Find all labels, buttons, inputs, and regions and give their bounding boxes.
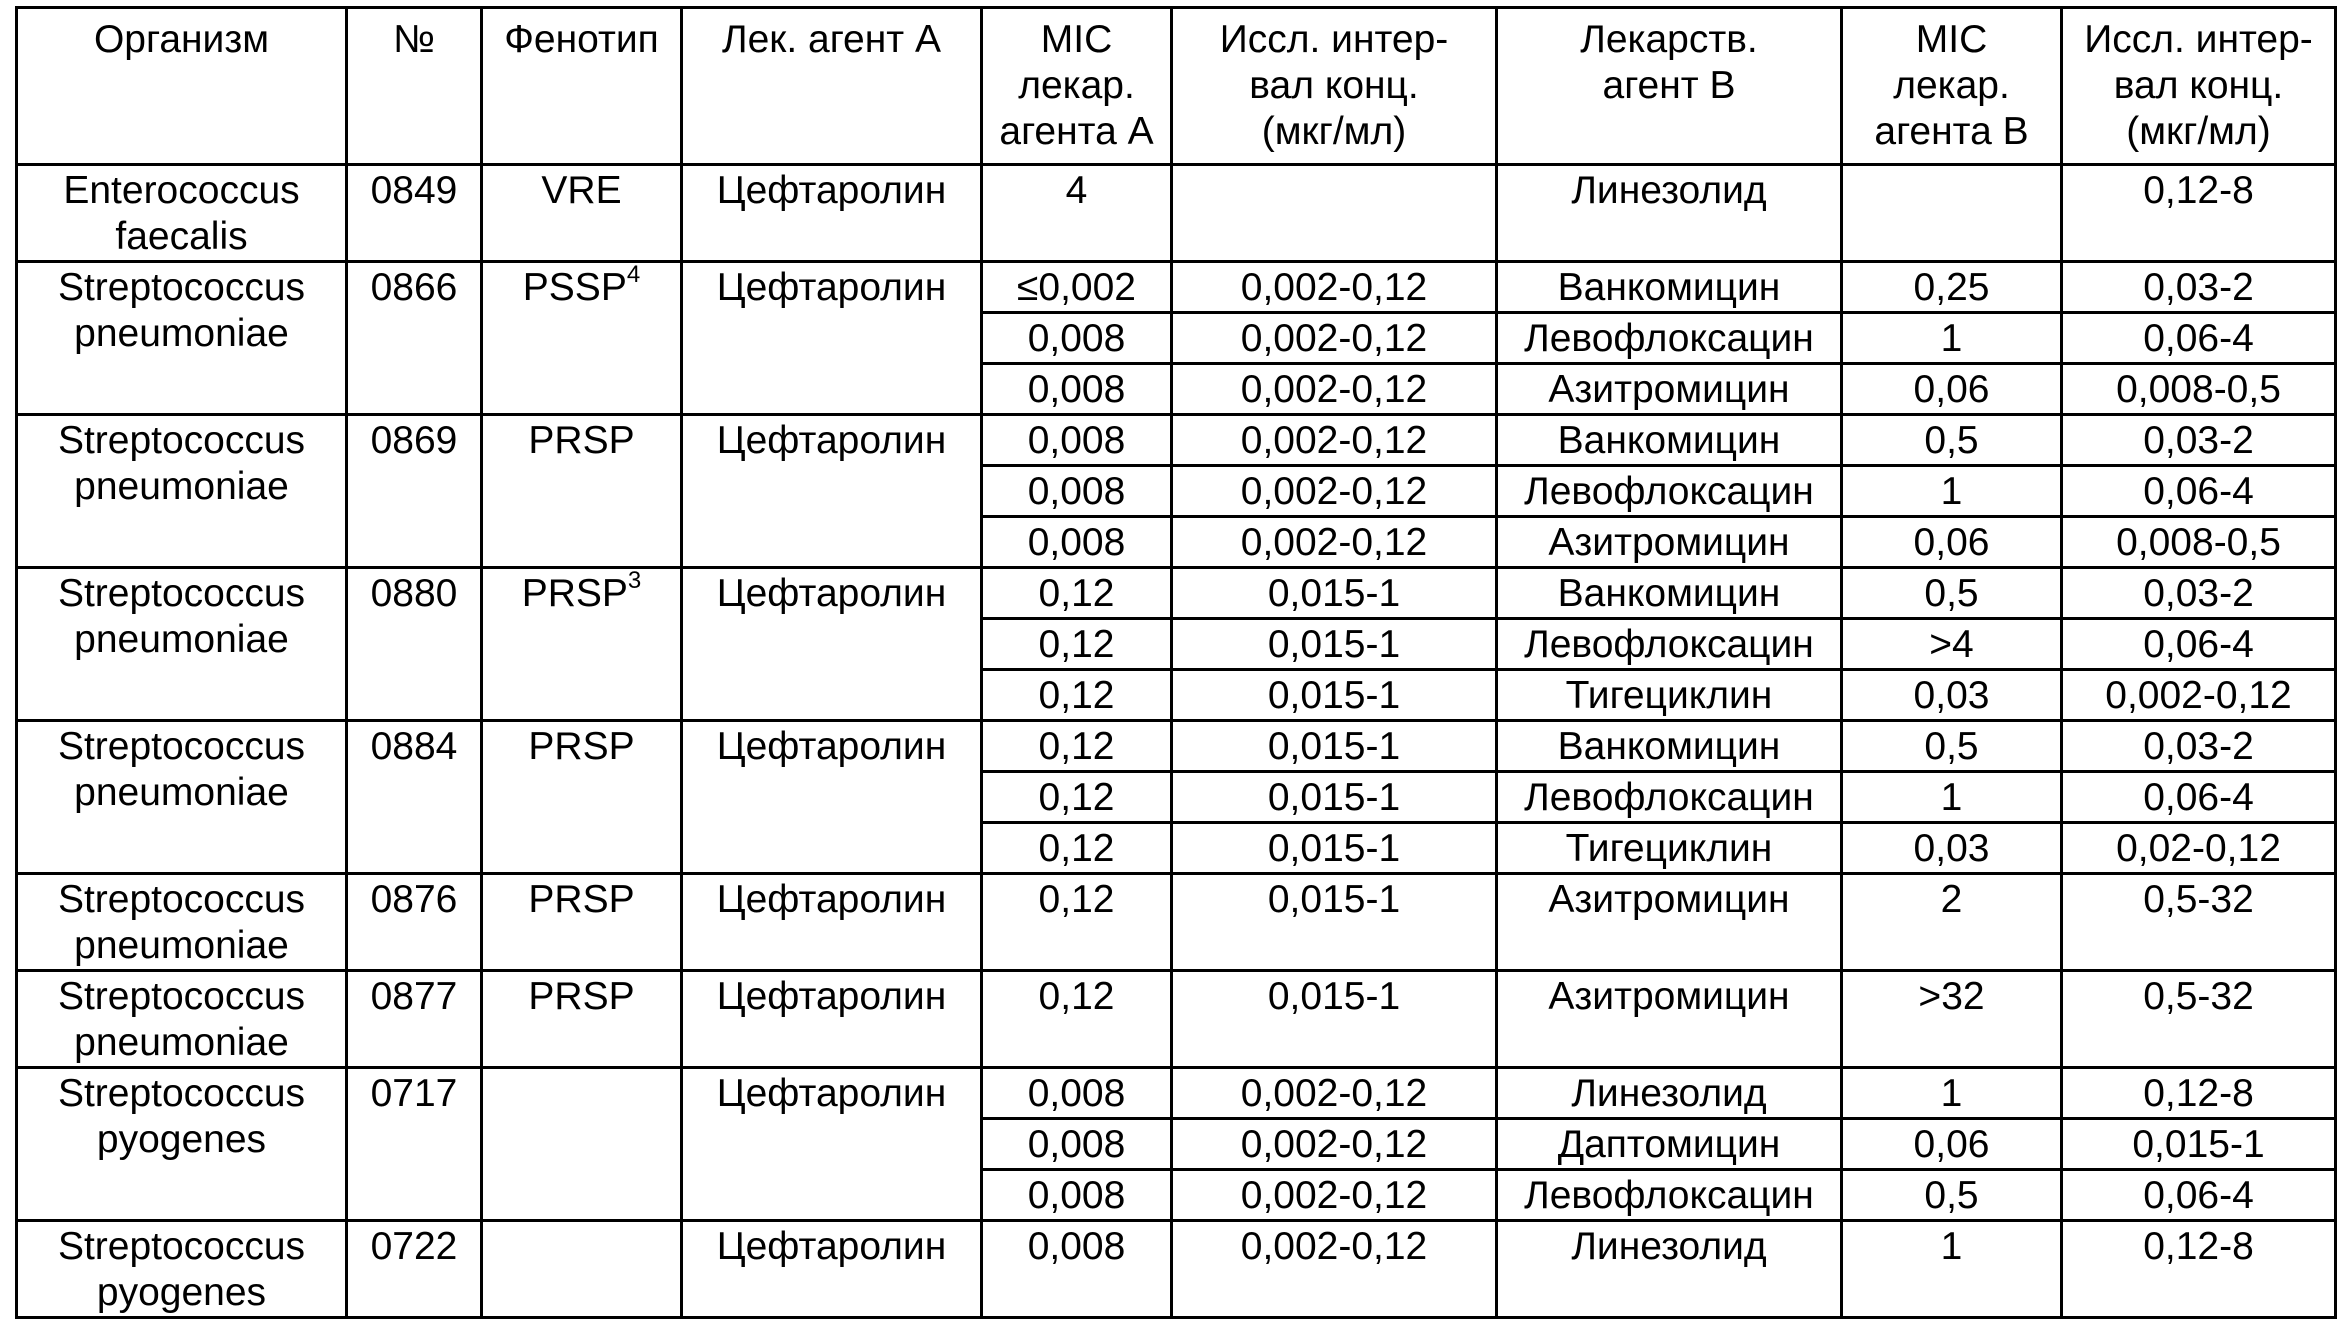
organism-line: pneumoniae [74, 1021, 289, 1064]
mic-a-cell: 0,008 [982, 1068, 1172, 1119]
agent-a-cell: Цефтаролин [682, 971, 982, 1068]
mic-b-cell: 1 [1842, 466, 2062, 517]
mic-a-cell: 0,008 [982, 1170, 1172, 1221]
table-row [17, 971, 2336, 1068]
table-body [17, 8, 2336, 1318]
mic-a-cell: 4 [982, 165, 1172, 262]
mic-b-cell: 0,03 [1842, 670, 2062, 721]
number-cell: 0717 [347, 1068, 482, 1221]
mic-b-cell: 1 [1842, 1068, 2062, 1119]
agent-b-cell: Ванкомицин [1497, 262, 1842, 313]
mic-a-cell: 0,12 [982, 619, 1172, 670]
agent-b-cell: Ванкомицин [1497, 721, 1842, 772]
header-phenotype [482, 8, 682, 165]
agent-a-cell: Цефтаролин [682, 165, 982, 262]
table-row [17, 1221, 2336, 1318]
range-a-cell: 0,015-1 [1172, 823, 1497, 874]
phenotype-footnote: 4 [626, 261, 641, 288]
mic-a-cell: 0,008 [982, 1119, 1172, 1170]
phenotype-cell [482, 415, 682, 568]
agent-b-cell: Левофлоксацин [1497, 466, 1842, 517]
number-cell: 0722 [347, 1221, 482, 1318]
agent-a-cell: Цефтаролин [682, 415, 982, 568]
range-a-cell: 0,015-1 [1172, 721, 1497, 772]
phenotype-cell [482, 568, 682, 721]
phenotype-cell [482, 1221, 682, 1318]
agent-b-cell: Тигециклин [1497, 823, 1842, 874]
phenotype-cell [482, 721, 682, 874]
number-cell: 0876 [347, 874, 482, 971]
organism-line: Streptococcus [57, 878, 306, 921]
header-line: агента B [1874, 110, 2029, 153]
organism-line: Streptococcus [57, 725, 306, 768]
mic-table [15, 6, 2337, 1319]
mic-a-cell: 0,12 [982, 772, 1172, 823]
header-agent-b [1497, 8, 1842, 165]
mic-table-container [15, 6, 2337, 1319]
header-range-a [1172, 8, 1497, 165]
header-range-b [2062, 8, 2336, 165]
mic-a-cell: 0,12 [982, 670, 1172, 721]
agent-b-cell: Азитромицин [1497, 874, 1842, 971]
header-line: вал конц. [1249, 64, 1419, 107]
agent-a-cell: Цефтаролин [682, 1221, 982, 1318]
range-b-cell: 0,008-0,5 [2062, 364, 2336, 415]
agent-a-cell: Цефтаролин [682, 721, 982, 874]
header-line: Лекарств. [1580, 18, 1758, 61]
organism-line: Streptococcus [57, 1225, 306, 1268]
organism-cell [17, 1221, 347, 1318]
header-line: Иссл. интер- [2084, 18, 2313, 61]
phenotype-cell [482, 874, 682, 971]
organism-line: Streptococcus [57, 266, 306, 309]
header-mic-b [1842, 8, 2062, 165]
range-b-cell: 0,03-2 [2062, 721, 2336, 772]
organism-line: Enterococcus [63, 169, 300, 212]
range-b-cell: 0,06-4 [2062, 466, 2336, 517]
range-a-cell: 0,015-1 [1172, 971, 1497, 1068]
header-line: агента A [999, 110, 1154, 153]
range-a-cell: 0,015-1 [1172, 670, 1497, 721]
organism-line: Streptococcus [57, 975, 306, 1018]
range-b-cell: 0,12-8 [2062, 165, 2336, 262]
number-cell: 0880 [347, 568, 482, 721]
range-b-cell: 0,002-0,12 [2062, 670, 2336, 721]
range-a-cell: 0,015-1 [1172, 772, 1497, 823]
mic-a-cell: 0,12 [982, 568, 1172, 619]
phenotype-text: PRSP [528, 878, 635, 921]
mic-b-cell: 0,06 [1842, 517, 2062, 568]
header-line: лекар. [1018, 64, 1135, 107]
organism-cell [17, 165, 347, 262]
organism-cell [17, 971, 347, 1068]
header-line: (мкг/мл) [1261, 110, 1407, 153]
mic-a-cell: 0,008 [982, 517, 1172, 568]
range-a-cell: 0,015-1 [1172, 568, 1497, 619]
mic-b-cell: 1 [1842, 772, 2062, 823]
range-a-cell: 0,002-0,12 [1172, 1221, 1497, 1318]
agent-a-cell: Цефтаролин [682, 874, 982, 971]
table-row [17, 874, 2336, 971]
mic-a-cell: 0,12 [982, 874, 1172, 971]
phenotype-cell [482, 971, 682, 1068]
mic-a-cell: ≤0,002 [982, 262, 1172, 313]
agent-a-cell: Цефтаролин [682, 262, 982, 415]
header-line: вал конц. [2113, 64, 2284, 107]
mic-a-cell: 0,12 [982, 823, 1172, 874]
header-line: лекар. [1893, 64, 2010, 107]
mic-b-cell: 0,03 [1842, 823, 2062, 874]
phenotype-footnote: 3 [627, 567, 642, 594]
header-line: Лек. агент A [721, 18, 941, 61]
organism-line: Streptococcus [57, 572, 306, 615]
header-mic-a [982, 8, 1172, 165]
header-line: MIC [1040, 18, 1113, 61]
agent-b-cell: Левофлоксацин [1497, 1170, 1842, 1221]
mic-b-cell [1842, 165, 2062, 262]
range-b-cell: 0,03-2 [2062, 262, 2336, 313]
phenotype-text: VRE [541, 169, 622, 212]
agent-b-cell: Ванкомицин [1497, 568, 1842, 619]
header-agent-a [682, 8, 982, 165]
table-row [17, 165, 2336, 262]
mic-b-cell: 1 [1842, 1221, 2062, 1318]
organism-cell [17, 1068, 347, 1221]
organism-line: Streptococcus [57, 419, 306, 462]
range-b-cell: 0,06-4 [2062, 1170, 2336, 1221]
mic-b-cell: >32 [1842, 971, 2062, 1068]
mic-b-cell: 2 [1842, 874, 2062, 971]
header-line: (мкг/мл) [2126, 110, 2271, 153]
organism-cell [17, 415, 347, 568]
agent-b-cell: Азитромицин [1497, 517, 1842, 568]
mic-b-cell: 0,5 [1842, 415, 2062, 466]
range-a-cell: 0,002-0,12 [1172, 415, 1497, 466]
header-number [347, 8, 482, 165]
organism-cell [17, 262, 347, 415]
number-cell: 0849 [347, 165, 482, 262]
agent-b-cell: Левофлоксацин [1497, 772, 1842, 823]
range-b-cell: 0,12-8 [2062, 1068, 2336, 1119]
phenotype-cell [482, 165, 682, 262]
range-b-cell: 0,5-32 [2062, 971, 2336, 1068]
organism-line: faecalis [115, 215, 248, 258]
range-b-cell: 0,015-1 [2062, 1119, 2336, 1170]
number-cell: 0866 [347, 262, 482, 415]
phenotype-cell [482, 1068, 682, 1221]
range-b-cell: 0,008-0,5 [2062, 517, 2336, 568]
range-b-cell: 0,06-4 [2062, 772, 2336, 823]
header-row [17, 8, 2336, 165]
header-line: № [393, 18, 435, 61]
mic-a-cell: 0,008 [982, 415, 1172, 466]
header-line: Иссл. интер- [1219, 18, 1449, 61]
number-cell: 0884 [347, 721, 482, 874]
organism-line: pneumoniae [74, 771, 289, 814]
header-line: агент B [1602, 64, 1736, 107]
mic-a-cell: 0,008 [982, 313, 1172, 364]
range-a-cell: 0,002-0,12 [1172, 262, 1497, 313]
range-a-cell: 0,002-0,12 [1172, 1170, 1497, 1221]
header-line: MIC [1915, 18, 1988, 61]
range-b-cell: 0,12-8 [2062, 1221, 2336, 1318]
number-cell: 0869 [347, 415, 482, 568]
agent-a-cell: Цефтаролин [682, 1068, 982, 1221]
mic-b-cell: 0,5 [1842, 568, 2062, 619]
range-a-cell: 0,015-1 [1172, 619, 1497, 670]
phenotype-text: PRSP [528, 419, 635, 462]
range-a-cell: 0,015-1 [1172, 874, 1497, 971]
mic-b-cell: 0,06 [1842, 364, 2062, 415]
phenotype-text: PRSP [528, 725, 635, 768]
mic-a-cell: 0,008 [982, 364, 1172, 415]
organism-line: pneumoniae [74, 924, 289, 967]
range-a-cell: 0,002-0,12 [1172, 1068, 1497, 1119]
range-a-cell [1172, 165, 1497, 262]
organism-line: pneumoniae [74, 465, 289, 508]
agent-b-cell: Левофлоксацин [1497, 313, 1842, 364]
mic-b-cell: 0,5 [1842, 1170, 2062, 1221]
range-a-cell: 0,002-0,12 [1172, 1119, 1497, 1170]
organism-line: pneumoniae [74, 312, 289, 355]
range-a-cell: 0,002-0,12 [1172, 364, 1497, 415]
number-cell: 0877 [347, 971, 482, 1068]
mic-b-cell: >4 [1842, 619, 2062, 670]
mic-b-cell: 1 [1842, 313, 2062, 364]
phenotype-text: PRSP [521, 572, 628, 615]
organism-line: pyogenes [96, 1118, 267, 1161]
mic-a-cell: 0,12 [982, 721, 1172, 772]
range-a-cell: 0,002-0,12 [1172, 313, 1497, 364]
table-row [17, 1068, 2336, 1119]
table-row [17, 415, 2336, 466]
range-b-cell: 0,06-4 [2062, 619, 2336, 670]
mic-a-cell: 0,008 [982, 1221, 1172, 1318]
agent-b-cell: Линезолид [1497, 1068, 1842, 1119]
agent-b-cell: Линезолид [1497, 1221, 1842, 1318]
phenotype-cell [482, 262, 682, 415]
range-a-cell: 0,002-0,12 [1172, 466, 1497, 517]
organism-cell [17, 568, 347, 721]
table-row [17, 568, 2336, 619]
mic-a-cell: 0,008 [982, 466, 1172, 517]
organism-line: Streptococcus [57, 1072, 306, 1115]
range-b-cell: 0,03-2 [2062, 568, 2336, 619]
agent-b-cell: Ванкомицин [1497, 415, 1842, 466]
phenotype-text: PSSP [522, 266, 627, 309]
header-line: Фенотип [504, 18, 659, 61]
range-b-cell: 0,02-0,12 [2062, 823, 2336, 874]
agent-b-cell: Тигециклин [1497, 670, 1842, 721]
phenotype-text: PRSP [528, 975, 635, 1018]
organism-cell [17, 721, 347, 874]
agent-b-cell: Левофлоксацин [1497, 619, 1842, 670]
organism-line: pneumoniae [74, 618, 289, 661]
range-b-cell: 0,5-32 [2062, 874, 2336, 971]
agent-b-cell: Даптомицин [1497, 1119, 1842, 1170]
range-b-cell: 0,06-4 [2062, 313, 2336, 364]
mic-a-cell: 0,12 [982, 971, 1172, 1068]
agent-b-cell: Линезолид [1497, 165, 1842, 262]
mic-b-cell: 0,5 [1842, 721, 2062, 772]
mic-b-cell: 0,25 [1842, 262, 2062, 313]
header-line: Организм [93, 18, 270, 61]
header-organism [17, 8, 347, 165]
table-row [17, 262, 2336, 313]
mic-b-cell: 0,06 [1842, 1119, 2062, 1170]
agent-b-cell: Азитромицин [1497, 364, 1842, 415]
organism-cell [17, 874, 347, 971]
range-b-cell: 0,03-2 [2062, 415, 2336, 466]
agent-a-cell: Цефтаролин [682, 568, 982, 721]
agent-b-cell: Азитромицин [1497, 971, 1842, 1068]
table-row [17, 721, 2336, 772]
organism-line: pyogenes [96, 1271, 267, 1314]
range-a-cell: 0,002-0,12 [1172, 517, 1497, 568]
